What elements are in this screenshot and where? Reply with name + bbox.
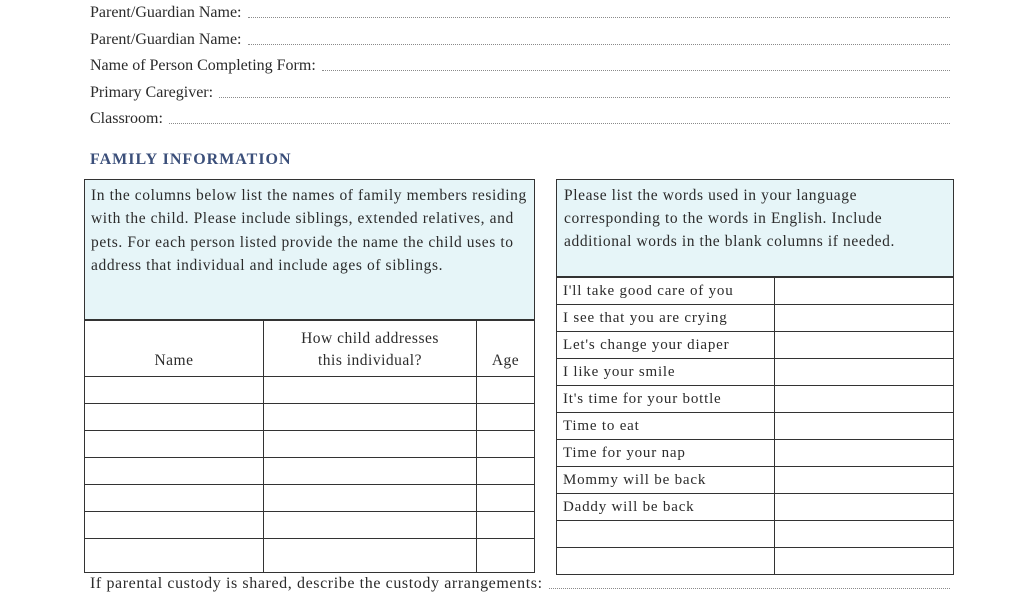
- english-phrase: I like your smile: [557, 359, 775, 386]
- language-words-table: [556, 277, 954, 575]
- primary-caregiver-field: [90, 75, 950, 102]
- field-label: Parent/Guardian Name:: [90, 4, 242, 21]
- translation-cell[interactable]: [775, 332, 954, 359]
- translation-cell[interactable]: [775, 494, 954, 521]
- table-row: [85, 512, 535, 539]
- addresses-cell[interactable]: [264, 512, 477, 539]
- age-cell[interactable]: [477, 377, 535, 404]
- addresses-cell[interactable]: [264, 431, 477, 458]
- addresses-cell[interactable]: [264, 485, 477, 512]
- translation-cell[interactable]: [775, 386, 954, 413]
- custody-prompt: If parental custody is shared, describe the custody arrangements:: [90, 575, 543, 592]
- name-cell[interactable]: [85, 512, 264, 539]
- table-row: [557, 413, 954, 440]
- language-instructions: Please list the words used in your language corresponding to the words in English. Include additional words in the blank columns if needed.: [556, 179, 954, 277]
- table-row: [85, 539, 535, 573]
- fill-line[interactable]: [322, 70, 950, 71]
- english-phrase: Let's change your diaper: [557, 332, 775, 359]
- name-cell[interactable]: [85, 431, 264, 458]
- field-label: Classroom:: [90, 110, 163, 127]
- name-cell[interactable]: [85, 485, 264, 512]
- parent-guardian-name-field-1: [90, 0, 950, 22]
- translation-cell[interactable]: [775, 440, 954, 467]
- name-cell[interactable]: [85, 458, 264, 485]
- english-phrase: It's time for your bottle: [557, 386, 775, 413]
- table-row: [557, 440, 954, 467]
- family-instructions: In the columns below list the names of family members residing with the child. Please include siblings, extended relatives, and pets. For each person listed provide the name the child uses to address that individual and include ages of siblings.: [84, 179, 535, 320]
- contact-fields: [90, 0, 950, 128]
- family-members-table: [84, 320, 535, 573]
- table-row: [85, 485, 535, 512]
- age-cell[interactable]: [477, 512, 535, 539]
- table-row: [557, 332, 954, 359]
- name-cell[interactable]: [85, 404, 264, 431]
- english-phrase: Time for your nap: [557, 440, 775, 467]
- addresses-cell[interactable]: [264, 377, 477, 404]
- table-row: [557, 548, 954, 575]
- age-cell[interactable]: [477, 539, 535, 573]
- section-title: FAMILY INFORMATION: [90, 151, 292, 168]
- table-header-row: [85, 321, 535, 377]
- table-row: [557, 467, 954, 494]
- age-cell[interactable]: [477, 404, 535, 431]
- translation-cell[interactable]: [775, 521, 954, 548]
- english-phrase: I'll take good care of you: [557, 278, 775, 305]
- age-cell[interactable]: [477, 485, 535, 512]
- field-label: Name of Person Completing Form:: [90, 57, 316, 74]
- age-column-header: Age: [477, 321, 535, 377]
- fill-line[interactable]: [248, 44, 951, 45]
- table-row: [557, 494, 954, 521]
- parent-guardian-name-field-2: [90, 22, 950, 49]
- english-phrase: Mommy will be back: [557, 467, 775, 494]
- name-column-header: Name: [85, 321, 264, 377]
- table-row: [85, 404, 535, 431]
- table-row: [85, 377, 535, 404]
- table-row: [557, 521, 954, 548]
- classroom-field: [90, 102, 950, 129]
- translation-cell[interactable]: [775, 278, 954, 305]
- translation-cell[interactable]: [775, 413, 954, 440]
- name-cell[interactable]: [85, 539, 264, 573]
- table-row: [557, 278, 954, 305]
- addresses-cell[interactable]: [264, 404, 477, 431]
- translation-cell[interactable]: [775, 548, 954, 575]
- translation-cell[interactable]: [775, 305, 954, 332]
- person-completing-form-field: [90, 49, 950, 76]
- fill-line[interactable]: [219, 97, 950, 98]
- blank-phrase-cell[interactable]: [557, 548, 775, 575]
- field-label: Parent/Guardian Name:: [90, 30, 242, 48]
- table-row: [557, 305, 954, 332]
- english-phrase: Time to eat: [557, 413, 775, 440]
- addresses-cell[interactable]: [264, 539, 477, 573]
- table-row: [557, 359, 954, 386]
- table-row: [85, 458, 535, 485]
- blank-phrase-cell[interactable]: [557, 521, 775, 548]
- name-cell[interactable]: [85, 377, 264, 404]
- translation-cell[interactable]: [775, 359, 954, 386]
- age-cell[interactable]: [477, 431, 535, 458]
- english-phrase: Daddy will be back: [557, 494, 775, 521]
- fill-line[interactable]: [248, 17, 951, 18]
- fill-line[interactable]: [169, 123, 950, 124]
- field-label: Primary Caregiver:: [90, 83, 214, 101]
- custody-field: [90, 575, 950, 593]
- fill-line[interactable]: [549, 588, 950, 589]
- addresses-column-header: How child addresses this individual?: [264, 321, 477, 377]
- addresses-cell[interactable]: [264, 458, 477, 485]
- age-cell[interactable]: [477, 458, 535, 485]
- table-row: [85, 431, 535, 458]
- table-row: [557, 386, 954, 413]
- english-phrase: I see that you are crying: [557, 305, 775, 332]
- translation-cell[interactable]: [775, 467, 954, 494]
